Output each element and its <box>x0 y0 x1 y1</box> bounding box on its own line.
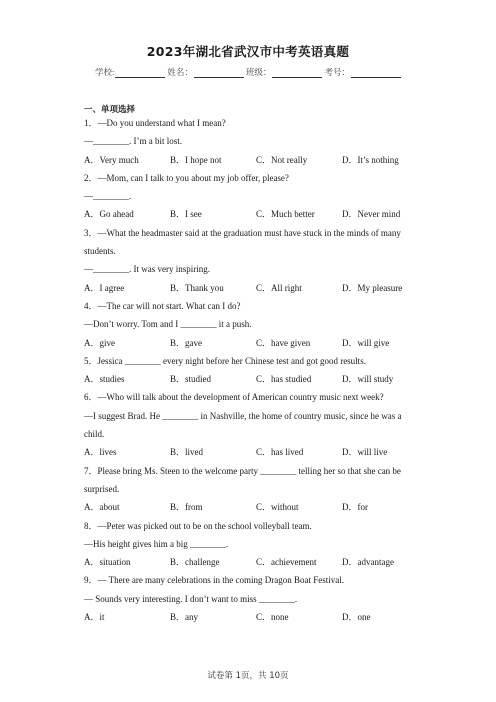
question-9-line: — Sounds very interesting. I don’t want to miss ________. <box>84 593 298 604</box>
page-title: 2023年湖北省武汉市中考英语真题 <box>146 44 350 59</box>
question-2-line: —________. <box>84 191 132 202</box>
option-c[interactable]: C．has studied <box>256 374 312 385</box>
option-b[interactable]: B．challenge <box>170 557 220 568</box>
question-5-line: 5．Jessica ________ every night before her Chinese test and got good results. <box>84 355 366 366</box>
name-field[interactable]: 姓名： <box>167 66 244 78</box>
option-a[interactable]: A．I agree <box>84 282 125 293</box>
option-c[interactable]: C．Not really <box>256 154 308 165</box>
question-1-line: —________. I’m a bit lost. <box>84 136 182 147</box>
question-4-line: —Don’t worry. Tom and I ________ it a push. <box>84 319 252 330</box>
question-8-options <box>84 553 414 571</box>
option-a[interactable]: A．give <box>84 337 115 348</box>
student-info-row <box>0 66 496 78</box>
question-9-line: 9．— There are many celebrations in the coming Dragon Boat Festival. <box>84 575 345 586</box>
option-c[interactable]: C．has lived <box>256 447 304 458</box>
question-6-options <box>84 443 414 461</box>
option-a[interactable]: A．Very much <box>84 154 139 165</box>
question-list <box>84 114 414 626</box>
option-d[interactable]: D．Never mind <box>342 209 401 220</box>
question-3-options <box>84 279 414 297</box>
question-2-line: 2．—Mom, can I talk to you about my job offer, please? <box>84 172 289 183</box>
page-footer: 试卷第 1页，共 10页 <box>207 671 289 681</box>
question-3-line: 3．—What the headmaster said at the graduation must have stuck in the minds of many <box>84 227 401 238</box>
option-d[interactable]: D．one <box>342 612 371 623</box>
option-b[interactable]: B．gave <box>170 337 202 348</box>
option-b[interactable]: B．studied <box>170 374 212 385</box>
question-6-line: —I suggest Brad. He ________ in Nashville, the home of country music, since he was a <box>84 410 402 421</box>
question-7-options <box>84 498 414 516</box>
question-7-line: surprised. <box>84 483 120 494</box>
option-c[interactable]: C．without <box>256 502 299 513</box>
question-4-options <box>84 334 414 352</box>
option-b[interactable]: B．lived <box>170 447 203 458</box>
question-3-line: —________. It was very inspiring. <box>84 264 210 275</box>
question-2-options <box>84 205 414 223</box>
option-b[interactable]: B．from <box>170 502 203 513</box>
question-7-line: 7．Please bring Ms. Steen to the welcome party ________ telling her so that she can be <box>84 465 401 476</box>
option-a[interactable]: A．lives <box>84 447 117 458</box>
option-b[interactable]: B．any <box>170 612 198 623</box>
question-8-line: —His height gives him a big ________. <box>84 538 229 549</box>
question-6-line: child. <box>84 429 105 440</box>
option-d[interactable]: D．will give <box>342 337 390 348</box>
option-c[interactable]: C．achievement <box>256 557 317 568</box>
exam-number-field[interactable]: 考号： <box>324 66 401 78</box>
question-3-line: students. <box>84 246 116 257</box>
option-c[interactable]: C．have given <box>256 337 311 348</box>
option-d[interactable]: D．advantage <box>342 557 394 568</box>
question-9-options <box>84 608 414 626</box>
class-field[interactable]: 班级： <box>246 66 323 78</box>
question-6-line: 6．—Who will talk about the development of American country music next week? <box>84 392 384 403</box>
option-d[interactable]: D．It’s nothing <box>342 154 399 165</box>
question-5-options <box>84 370 414 388</box>
option-d[interactable]: D．will study <box>342 374 394 385</box>
option-d[interactable]: D．My pleasure <box>342 282 403 293</box>
option-b[interactable]: B．I hope not <box>170 154 222 165</box>
option-a[interactable]: A．Go ahead <box>84 209 134 220</box>
option-b[interactable]: B．I see <box>170 209 202 220</box>
question-8-line: 8．—Peter was picked out to be on the school volleyball team. <box>84 520 312 531</box>
option-a[interactable]: A．about <box>84 502 120 513</box>
option-b[interactable]: B．Thank you <box>170 282 224 293</box>
question-4-line: 4．—The car will not start. What can I do? <box>84 300 241 311</box>
option-c[interactable]: C．none <box>256 612 289 623</box>
option-a[interactable]: A．studies <box>84 374 125 385</box>
option-d[interactable]: D．will live <box>342 447 388 458</box>
option-a[interactable]: A．situation <box>84 557 131 568</box>
section-heading: 一、单项选择 <box>84 105 136 115</box>
school-field[interactable]: 学校: <box>95 66 165 78</box>
question-1-options <box>84 151 414 169</box>
question-1-line: 1．—Do you understand what I mean? <box>84 118 226 128</box>
option-c[interactable]: C．Much better <box>256 209 315 220</box>
option-c[interactable]: C．All right <box>256 282 302 293</box>
option-d[interactable]: D．for <box>342 502 368 513</box>
option-a[interactable]: A．it <box>84 612 105 623</box>
